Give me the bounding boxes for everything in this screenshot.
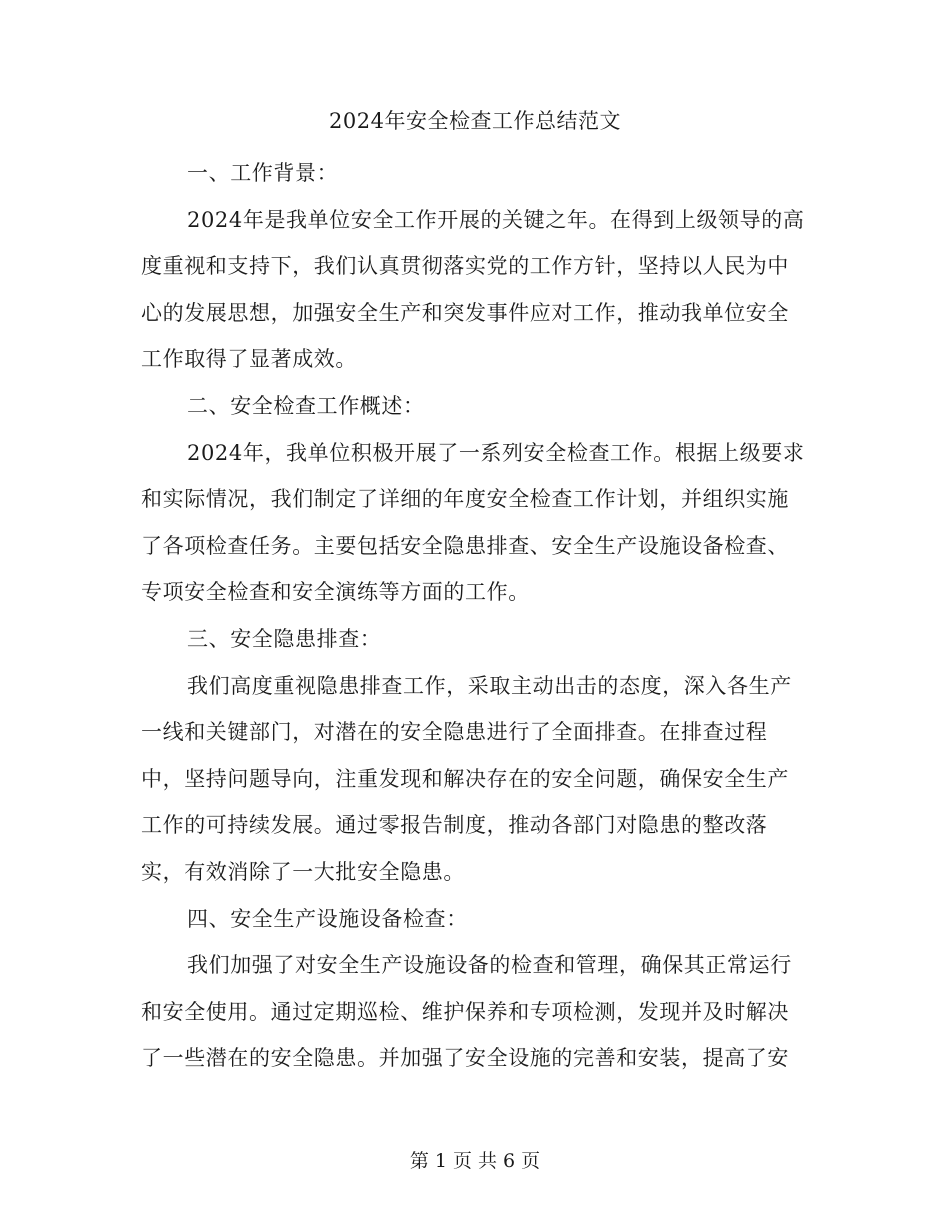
text-line: 专项安全检查和安全演练等方面的工作。: [141, 580, 530, 605]
text-line: 二、安全检查工作概述：: [187, 393, 425, 418]
document-body: [141, 150, 805, 1082]
text-line: 一、工作背景：: [187, 161, 339, 185]
text-line: 四、安全生产设施设备检查：: [187, 906, 468, 931]
text-line: 工作取得了显著成效。: [141, 347, 357, 372]
text-line: 我们加强了对安全生产设施设备的检查和管理，确保其正常运行: [187, 953, 792, 978]
text-line: 度重视和支持下，我们认真贯彻落实党的工作方针，坚持以人民为中: [141, 254, 789, 279]
text-line: 中，坚持问题导向，注重发现和解决存在的安全问题，确保安全生产: [141, 766, 789, 791]
text-line: 一线和关键部门，对潜在的安全隐患进行了全面排查。在排查过程: [141, 720, 768, 745]
text-line: 2024年是我单位安全工作开展的关键之年。在得到上级领导的高: [187, 207, 805, 232]
text-line: 心的发展思想，加强安全生产和突发事件应对工作，推动我单位安全: [141, 300, 789, 325]
text-line: 了一些潜在的安全隐患。并加强了安全设施的完善和安装，提高了安: [141, 1046, 789, 1071]
text-line: 实，有效消除了一大批安全隐患。: [141, 859, 465, 884]
document-title: 2024年安全检查工作总结范文: [329, 109, 621, 133]
text-line: 2024年，我单位积极开展了一系列安全检查工作。根据上级要求: [187, 440, 805, 465]
text-line: 和安全使用。通过定期巡检、维护保养和专项检测，发现并及时解决: [141, 999, 789, 1024]
page-footer: 第 1 页 共 6 页: [409, 1150, 541, 1172]
text-line: 和实际情况，我们制定了详细的年度安全检查工作计划，并组织实施: [141, 487, 789, 512]
text-line: 工作的可持续发展。通过零报告制度，推动各部门对隐患的整改落: [141, 813, 768, 838]
text-line: 我们高度重视隐患排查工作，采取主动出击的态度，深入各生产: [187, 673, 792, 698]
text-line: 了各项检查任务。主要包括安全隐患排查、安全生产设施设备检查、: [141, 533, 789, 558]
text-line: 三、安全隐患排查：: [187, 626, 382, 651]
